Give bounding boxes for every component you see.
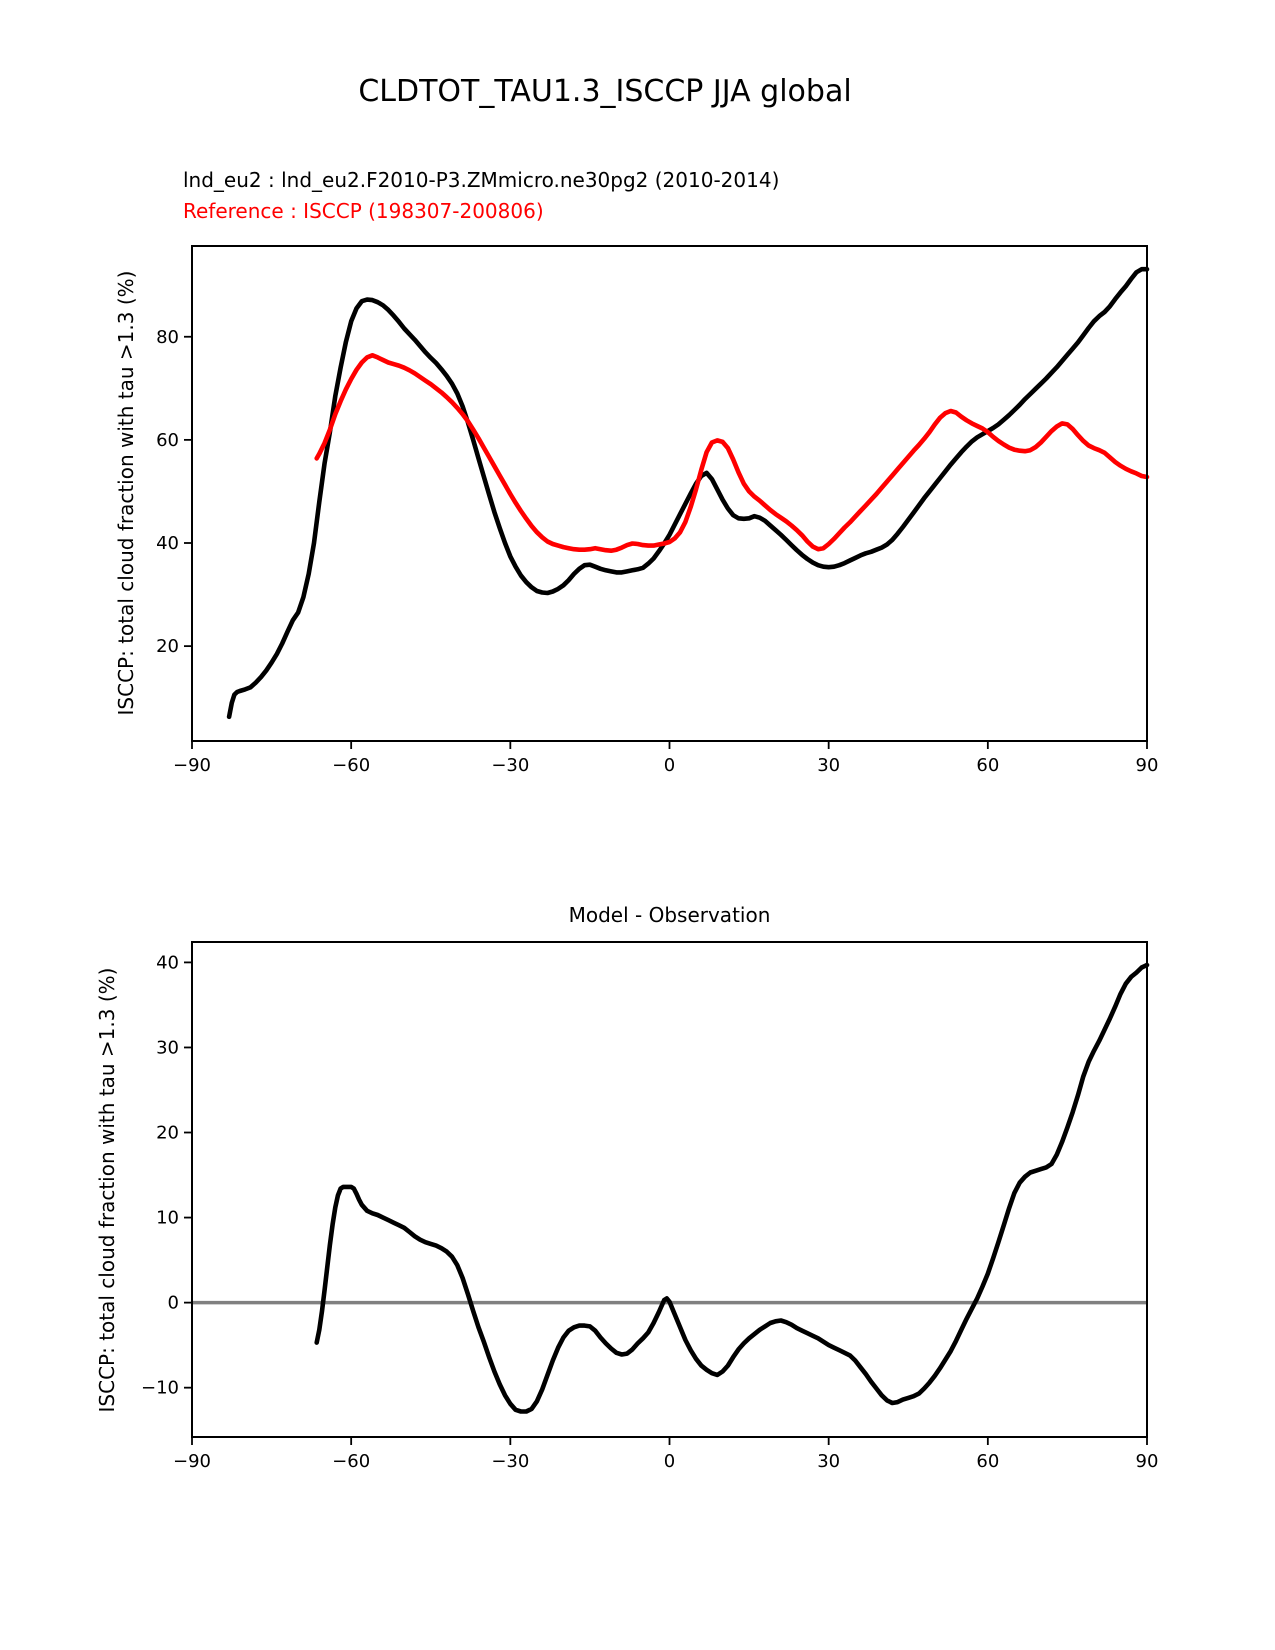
- bottom-panel-y-tick-label: 20: [156, 1122, 179, 1144]
- top-panel-series-1-line: [317, 355, 1147, 550]
- bottom-panel-x-tick-label: −30: [491, 1451, 530, 1472]
- top-panel-x-tick-label: −60: [332, 755, 371, 776]
- bottom-panel-ylabel: ISCCP: total cloud fraction with tau >1.3 (%): [95, 967, 119, 1413]
- bottom-panel-x-tick-label: 60: [976, 1451, 1000, 1472]
- top-panel-axes-spines: [192, 246, 1147, 741]
- bottom-panel-y-tick-label: 30: [156, 1037, 179, 1059]
- bottom-panel-y-tick-label: 0: [167, 1292, 179, 1314]
- top-panel-y-tick-label: 60: [156, 429, 179, 451]
- bottom-panel-y-tick-label: 40: [156, 952, 179, 974]
- bottom-panel-series-0-line: [317, 965, 1147, 1412]
- figure-title: CLDTOT_TAU1.3_ISCCP JJA global: [358, 74, 852, 109]
- top-panel-ylabel: ISCCP: total cloud fraction with tau >1.3 (%): [114, 270, 138, 716]
- bottom-panel-x-tick-label: 0: [663, 1451, 676, 1472]
- top-panel-series-0-line: [229, 269, 1147, 717]
- bottom-panel-x-tick-label: −90: [173, 1451, 211, 1472]
- bottom-panel-axes-spines: [192, 942, 1147, 1437]
- bottom-panel-x-tick-label: −60: [332, 1451, 371, 1472]
- subtitle-reference-dataset: Reference : ISCCP (198307-200806): [183, 199, 544, 223]
- top-panel-x-tick-label: 0: [663, 755, 676, 776]
- bottom-panel-y-tick-label: −10: [141, 1377, 179, 1399]
- top-panel-x-tick-label: 30: [817, 755, 841, 776]
- bottom-panel-y-tick-label: 10: [156, 1207, 179, 1229]
- top-panel-x-tick-label: −90: [173, 755, 211, 776]
- top-panel-y-tick-label: 80: [156, 326, 179, 348]
- top-panel-y-tick-label: 40: [156, 533, 179, 554]
- difference-panel-title: Model - Observation: [568, 903, 771, 927]
- bottom-panel-x-tick-label: 30: [817, 1451, 841, 1472]
- top-panel-x-tick-label: −30: [491, 755, 530, 776]
- top-panel-y-tick-label: 20: [156, 636, 179, 658]
- bottom-panel-x-tick-label: 90: [1135, 1451, 1159, 1472]
- top-panel-x-tick-label: 60: [976, 755, 1000, 776]
- subtitle-model-run: lnd_eu2 : lnd_eu2.F2010-P3.ZMmicro.ne30pg2 (2010-2014): [183, 168, 780, 192]
- top-panel-x-tick-label: 90: [1135, 755, 1159, 776]
